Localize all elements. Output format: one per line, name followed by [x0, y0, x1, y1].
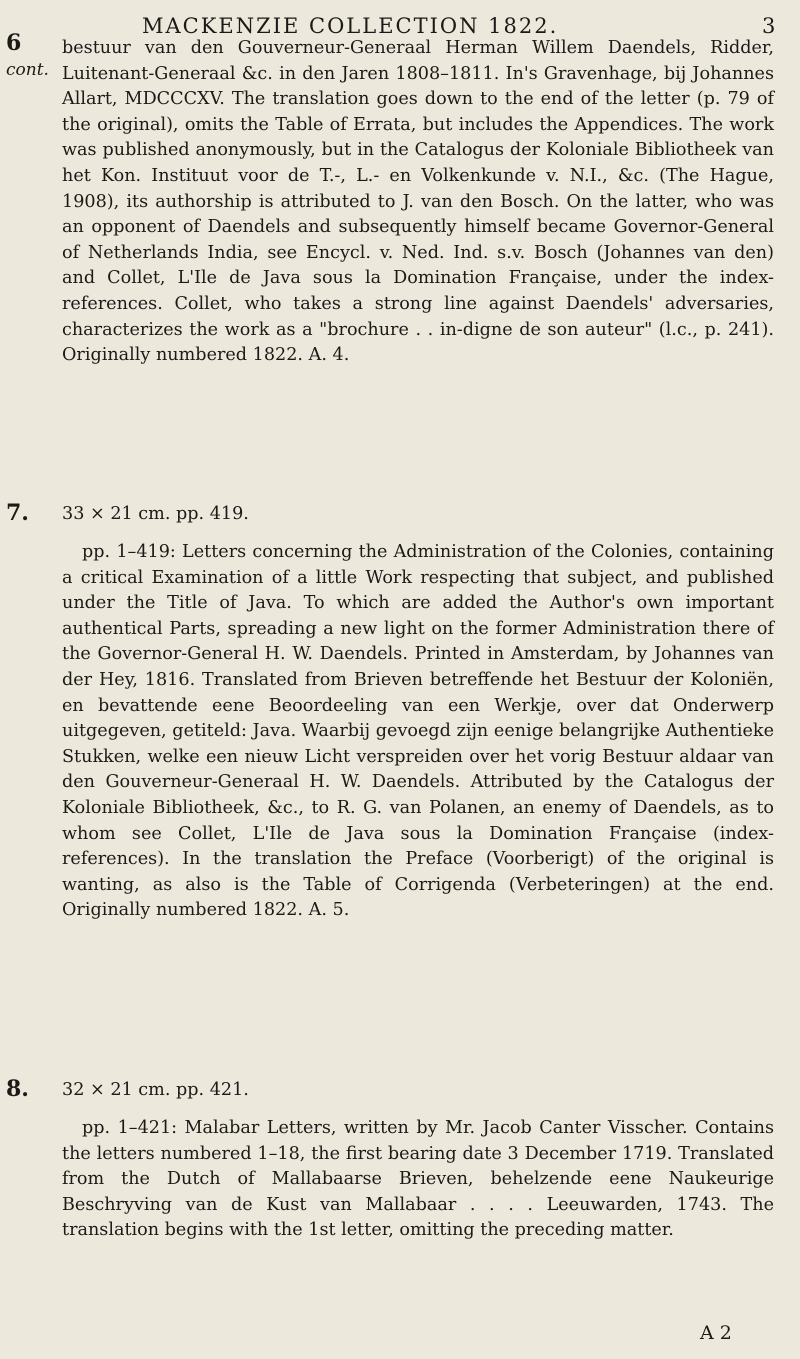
entry-8-text: pp. 1–421: Malabar Letters, written by Mr. Jacob Canter Visscher. Contains the letters numbered 1–18, the first bearing date 3 December 1719. Translated from the Dutch of Mallabaarse Brieven, behelzende eene Naukeurige Beschryving van de Kust van Mallabaar . . . . Leeuwarden, 1743. The translation begins with the 1st letter, omitting the preceding matter.: [62, 1118, 774, 1241]
entry-number-6: 6: [6, 30, 22, 56]
entry-number-7: 7.: [6, 500, 29, 526]
continued-label: cont.: [6, 60, 49, 80]
entry-8-size: 32 × 21 cm. pp. 421.: [62, 1080, 249, 1100]
entry-number-8: 8.: [6, 1076, 29, 1102]
entry-7-text: pp. 1–419: Letters concerning the Administration of the Colonies, containing a critical Examination of a little Work respecting that subject, and published under the Title of Java. To which are added the Author's own important authentical Parts, spreading a new light on the former Administration there of the Governor-General H. W. Daendels. Printed in Amsterdam, by Johannes van der Hey, 1816. Translated from Brieven betreffende het Bestuur der Koloniën, en bevattende eene Beoordeeling van een Werkje, over dat Onderwerp uitgegeven, getiteld: Java. Waarbij gevoegd zijn eenige belangrijke Authentieke Stukken, welke een nieuw Licht verspreiden over het vorig Bestuur aldaar van den Gouverneur-Generaal H. W. Daendels. Attributed by the Catalogus der Koloniale Bibliotheek, &c., to R. G. van Polanen, an enemy of Daendels, as to whom see Collet, L'Ile de Java sous la Domination Française (index-references). In the translation the Preface (Voorberigt) of the original is wanting, as also is the Table of Corrigenda (Verbeteringen) at the end. Originally numbered 1822. A. 5.: [62, 542, 774, 921]
page-number: 3: [762, 14, 778, 38]
signature-mark: A 2: [700, 1322, 732, 1344]
entry-6-text: bestuur van den Gouverneur-Generaal Herman Willem Daendels, Ridder, Luitenant-Generaal &c. in den Jaren 1808–1811. In's Gravenhage, bij Johannes Allart, MDCCCXV. The translation goes down to the end of the letter (p. 79 of the original), omits the Table of Errata, but includes the Appendices. The work was published anonymously, but in the Catalogus der Koloniale Bibliotheek van het Kon. Instituut voor de T.-, L.- en Volkenkunde v. N.I., &c. (The Hague, 1908), its authorship is attributed to J. van den Bosch. On the latter, who was an opponent of Daendels and subsequently himself became Governor-General of Netherlands India, see Encycl. v. Ned. Ind. s.v. Bosch (Johannes van den) and Collet, L'Ile de Java sous la Domination Française, under the index-references. Collet, who takes a strong line against Daendels' adversaries, characterizes the work as a "brochure . . in-digne de son auteur" (l.c., p. 241). Originally numbered 1822. A. 4.: [62, 38, 774, 366]
entry-7-size: 33 × 21 cm. pp. 419.: [62, 504, 249, 524]
header-title: MACKENZIE COLLECTION 1822.: [142, 14, 559, 38]
